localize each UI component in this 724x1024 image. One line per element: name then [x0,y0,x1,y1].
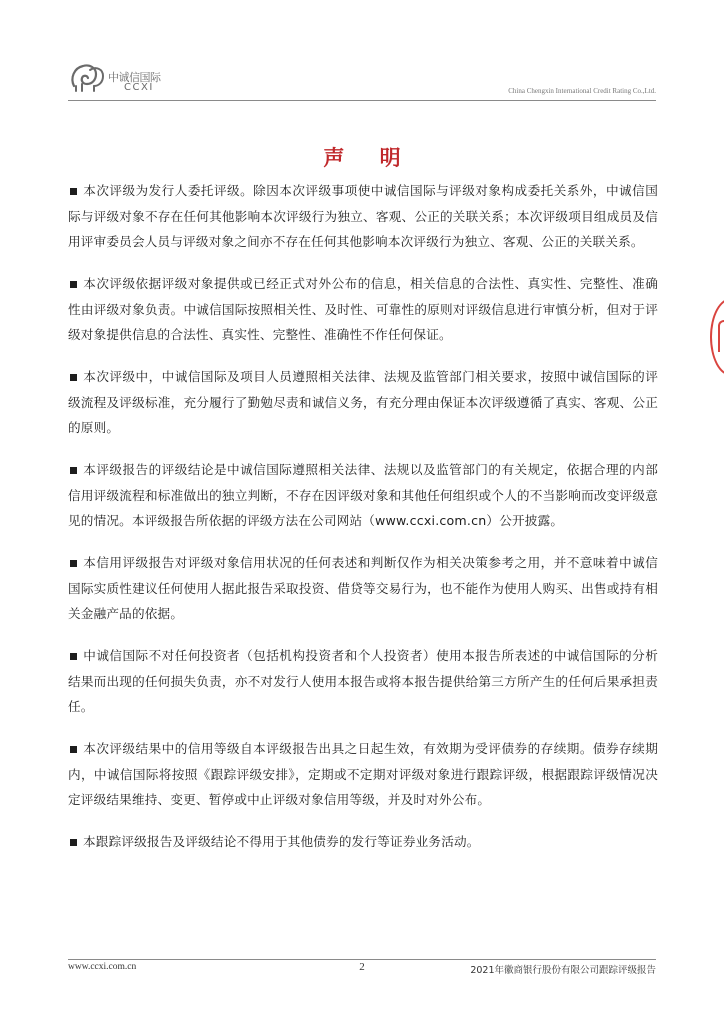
footer-document-title: 2021年徽商银行股份有限公司跟踪评级报告 [470,965,656,976]
statement-item [68,178,658,255]
page-number: 2 [359,961,365,973]
statement-item [68,271,658,348]
statement-text: 本次评级结果中的信用等级自本评级报告出具之日起生效，有效期为受评债券的存续期。债券存续期内，中诚信国际将按照《跟踪评级安排》，定期或不定期对评级对象进行跟踪评级，根据跟踪评级情况决定评级结果维持、变更、暂停或中止评级对象信用等级，并及时对外公布。 [68,741,658,807]
header-divider [68,100,656,101]
header-company-name: China Chengxin International Credit Rating Co.,Ltd. [508,87,656,95]
square-bullet-icon [70,560,77,567]
footer-website: www.ccxi.com.cn [68,962,137,972]
square-bullet-icon [70,467,77,474]
statement-list [68,178,658,871]
statement-text: 本跟踪评级报告及评级结论不得用于其他债券的发行等证券业务活动。 [83,834,480,849]
statement-item [68,736,658,813]
statement-item [68,457,658,534]
statement-item [68,550,658,627]
seal-mark-icon [718,320,724,352]
ccxi-logo [68,60,178,102]
statement-item [68,829,658,855]
statement-text: 本次评级为发行人委托评级。除因本次评级事项使中诚信国际与评级对象构成委托关系外，中诚信国际与评级对象不存在任何其他影响本次评级行为独立、客观、公正的关联关系；本次评级项目组成员及信用评审委员会人员与评级对象之间亦不存在任何其他影响本次评级行为独立、客观、公正的关联关系。 [68,183,658,249]
footer-divider [68,959,656,960]
square-bullet-icon [70,653,77,660]
square-bullet-icon [70,188,77,195]
elephant-logo-icon [68,60,108,96]
page-footer [68,962,656,976]
statement-item [68,364,658,441]
logo-chinese-name: 中诚信国际 [108,71,161,84]
square-bullet-icon [70,374,77,381]
statement-text: 本次评级依据评级对象提供或已经正式对外公布的信息，相关信息的合法性、真实性、完整性、准确性由评级对象负责。中诚信国际按照相关性、及时性、可靠性的原则对评级信息进行审慎分析，但对于评级对象提供信息的合法性、真实性、完整性、准确性不作任何保证。 [68,276,658,342]
page-title: 声 明 [323,146,415,170]
statement-text: 本信用评级报告对评级对象信用状况的任何表述和判断仅作为相关决策参考之用，并不意味着中诚信国际实质性建议任何使用人据此报告采取投资、借贷等交易行为，也不能作为使用人购买、出售或持有相关金融产品的依据。 [68,555,658,621]
logo-english-name: CCXI [124,82,154,93]
square-bullet-icon [70,281,77,288]
statement-item [68,643,658,720]
square-bullet-icon [70,746,77,753]
statement-text: 本次评级中，中诚信国际及项目人员遵照相关法律、法规及监管部门相关要求，按照中诚信国际的评级流程及评级标准，充分履行了勤勉尽责和诚信义务，有充分理由保证本次评级遵循了真实、客观、公正的原则。 [68,369,658,435]
statement-text: 本评级报告的评级结论是中诚信国际遵照相关法律、法规以及监管部门的有关规定，依据合理的内部信用评级流程和标准做出的独立判断，不存在因评级对象和其他任何组织或个人的不当影响而改变评级意见的情况。本评级报告所依据的评级方法在公司网站（www.ccxi.com.cn）公开披露。 [68,462,658,528]
square-bullet-icon [70,839,77,846]
statement-text: 中诚信国际不对任何投资者（包括机构投资者和个人投资者）使用本报告所表述的中诚信国际的分析结果而出现的任何损失负责，亦不对发行人使用本报告或将本报告提供给第三方所产生的任何后果承担责任。 [68,648,658,714]
